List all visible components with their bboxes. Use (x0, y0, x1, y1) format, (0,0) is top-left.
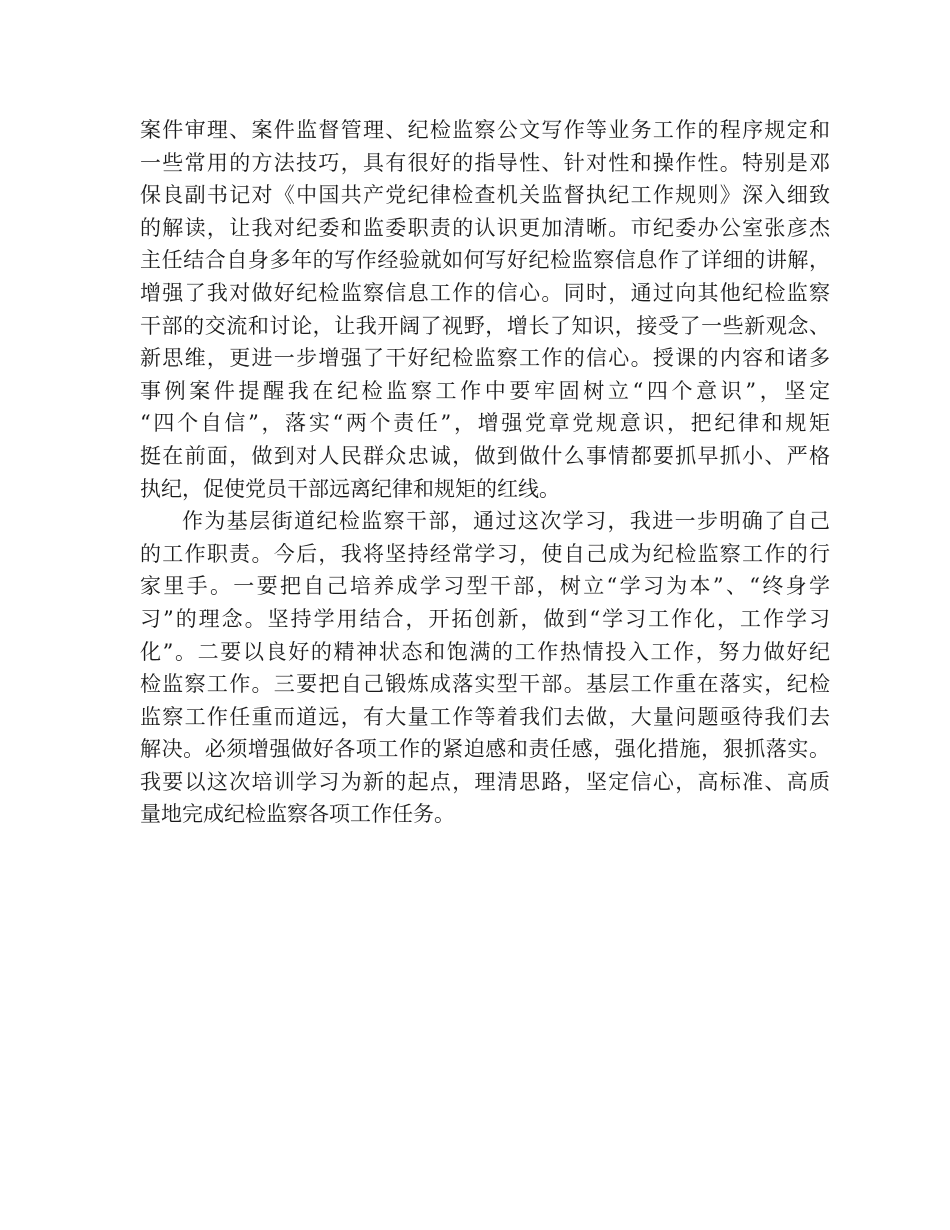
paragraph-line: 家里手。一要把自己培养成学习型干部，树立“学习为本”、“终身学 (140, 574, 830, 599)
paragraph-line: 主任结合自身多年的写作经验就如何写好纪检监察信息作了详细的讲解， (140, 248, 830, 273)
paragraph-line: 一些常用的方法技巧，具有很好的指导性、针对性和操作性。特别是邓 (140, 150, 830, 175)
paragraph-line: 监察工作任重而道远，有大量工作等着我们去做，大量问题亟待我们去 (140, 704, 830, 729)
paragraph-line: 案件审理、案件监督管理、纪检监察公文写作等业务工作的程序规定和 (140, 118, 830, 142)
paragraph-line: 习”的理念。坚持学用结合，开拓创新，做到“学习工作化，工作学习 (140, 606, 830, 631)
paragraph-line: 新思维，更进一步增强了干好纪检监察工作的信心。授课的内容和诸多 (140, 346, 830, 371)
paragraph-1 (140, 114, 830, 505)
paragraph-line: 执纪，促使党员干部远离纪律和规矩的红线。 (140, 476, 560, 501)
paragraph-line: 化”。二要以良好的精神状态和饱满的工作热情投入工作，努力做好纪 (140, 639, 830, 664)
paragraph-2 (140, 505, 830, 831)
paragraph-line: 挺在前面，做到对人民群众忠诚，做到做什么事情都要抓早抓小、严格 (140, 443, 830, 468)
paragraph-line: 检监察工作。三要把自己锻炼成落实型干部。基层工作重在落实，纪检 (140, 672, 830, 697)
paragraph-line: 干部的交流和讨论，让我开阔了视野，增长了知识，接受了一些新观念、 (140, 313, 830, 338)
paragraph-line: 保良副书记对《中国共产党纪律检查机关监督执纪工作规则》深入细致 (140, 183, 830, 208)
paragraph-line: 的工作职责。今后，我将坚持经常学习，使自己成为纪检监察工作的行 (140, 541, 830, 566)
paragraph-line: 我要以这次培训学习为新的起点，理清思路，坚定信心，高标准、高质 (140, 769, 830, 794)
paragraph-line: “四个自信”，落实“两个责任”，增强党章党规意识，把纪律和规矩 (140, 411, 830, 436)
document-body (140, 114, 830, 831)
paragraph-line: 增强了我对做好纪检监察信息工作的信心。同时，通过向其他纪检监察 (140, 280, 830, 305)
paragraph-line: 量地完成纪检监察各项工作任务。 (140, 802, 455, 827)
paragraph-line: 事例案件提醒我在纪检监察工作中要牢固树立“四个意识”，坚定 (140, 378, 830, 403)
paragraph-line: 作为基层街道纪检监察干部，通过这次学习，我进一步明确了自己 (182, 509, 830, 534)
paragraph-line: 的解读，让我对纪委和监委职责的认识更加清晰。市纪委办公室张彦杰 (140, 215, 830, 240)
paragraph-line: 解决。必须增强做好各项工作的紧迫感和责任感，强化措施，狠抓落实。 (140, 737, 830, 762)
